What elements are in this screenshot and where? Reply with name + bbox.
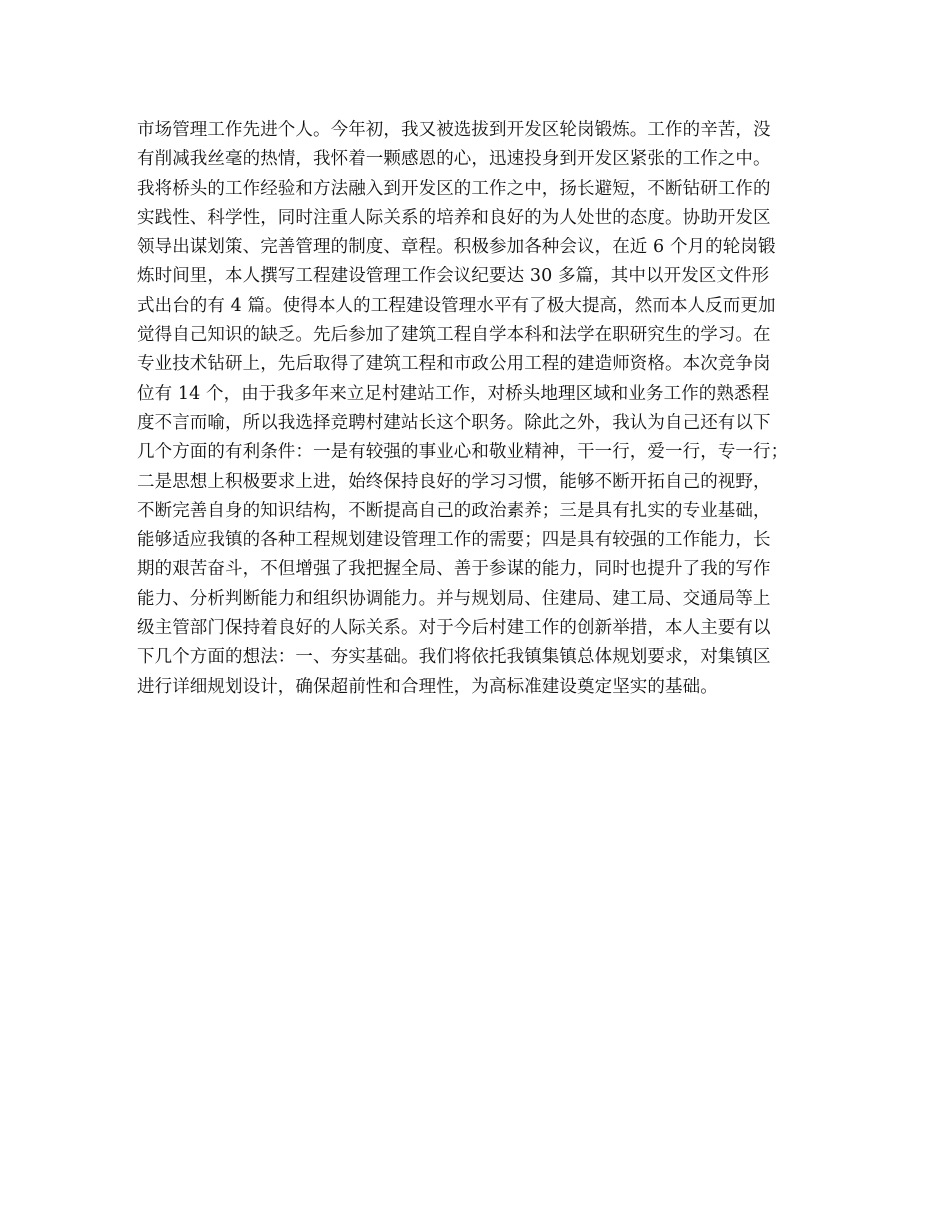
text-line: 炼时间里，本人撰写工程建设管理工作会议纪要达 30 多篇，其中以开发区文件形 bbox=[137, 266, 770, 287]
text-line: 度不言而喻，所以我选择竞聘村建站长这个职务。除此之外，我认为自己还有以下 bbox=[137, 412, 771, 433]
text-line: 下几个方面的想法：一、夯实基础。我们将依托我镇集镇总体规划要求，对集镇区 bbox=[137, 647, 771, 668]
text-line: 进行详细规划设计，确保超前性和合理性，为高标准建设奠定坚实的基础。 bbox=[137, 676, 718, 697]
text-line: 能够适应我镇的各种工程规划建设管理工作的需要；四是具有较强的工作能力，长 bbox=[137, 530, 771, 551]
text-line: 几个方面的有利条件：一是有较强的事业心和敬业精神，干一行，爱一行，专一行； bbox=[137, 442, 789, 463]
text-line: 二是思想上积极要求上进，始终保持良好的学习习惯，能够不断开拓自己的视野， bbox=[137, 471, 771, 492]
body-paragraph bbox=[137, 116, 827, 702]
text-line: 位有 14 个，由于我多年来立足村建站工作，对桥头地理区域和业务工作的熟悉程 bbox=[137, 383, 770, 404]
text-line: 我将桥头的工作经验和方法融入到开发区的工作之中，扬长避短，不断钻研工作的 bbox=[137, 178, 771, 199]
text-line: 能力、分析判断能力和组织协调能力。并与规划局、住建局、建工局、交通局等上 bbox=[137, 588, 771, 609]
text-line: 式出台的有 4 篇。使得本人的工程建设管理水平有了极大提高，然而本人反而更加 bbox=[137, 295, 776, 316]
text-line: 市场管理工作先进个人。今年初，我又被选拔到开发区轮岗锻炼。工作的辛苦，没 bbox=[137, 120, 771, 140]
text-line: 领导出谋划策、完善管理的制度、章程。积极参加各种会议，在近 6 个月的轮岗锻 bbox=[137, 237, 776, 258]
text-line: 级主管部门保持着良好的人际关系。对于今后村建工作的创新举措，本人主要有以 bbox=[137, 618, 771, 639]
text-line: 有削减我丝毫的热情，我怀着一颗感恩的心，迅速投身到开发区紧张的工作之中。 bbox=[137, 149, 771, 170]
text-line: 不断完善自身的知识结构，不断提高自己的政治素养；三是具有扎实的专业基础， bbox=[137, 500, 771, 521]
text-line: 觉得自己知识的缺乏。先后参加了建筑工程自学本科和法学在职研究生的学习。在 bbox=[137, 325, 771, 346]
text-line: 实践性、科学性，同时注重人际关系的培养和良好的为人处世的态度。协助开发区 bbox=[137, 207, 771, 228]
text-line: 期的艰苦奋斗，不但增强了我把握全局、善于参谋的能力，同时也提升了我的写作 bbox=[137, 559, 771, 580]
text-line: 专业技术钻研上，先后取得了建筑工程和市政公用工程的建造师资格。本次竞争岗 bbox=[137, 354, 771, 375]
